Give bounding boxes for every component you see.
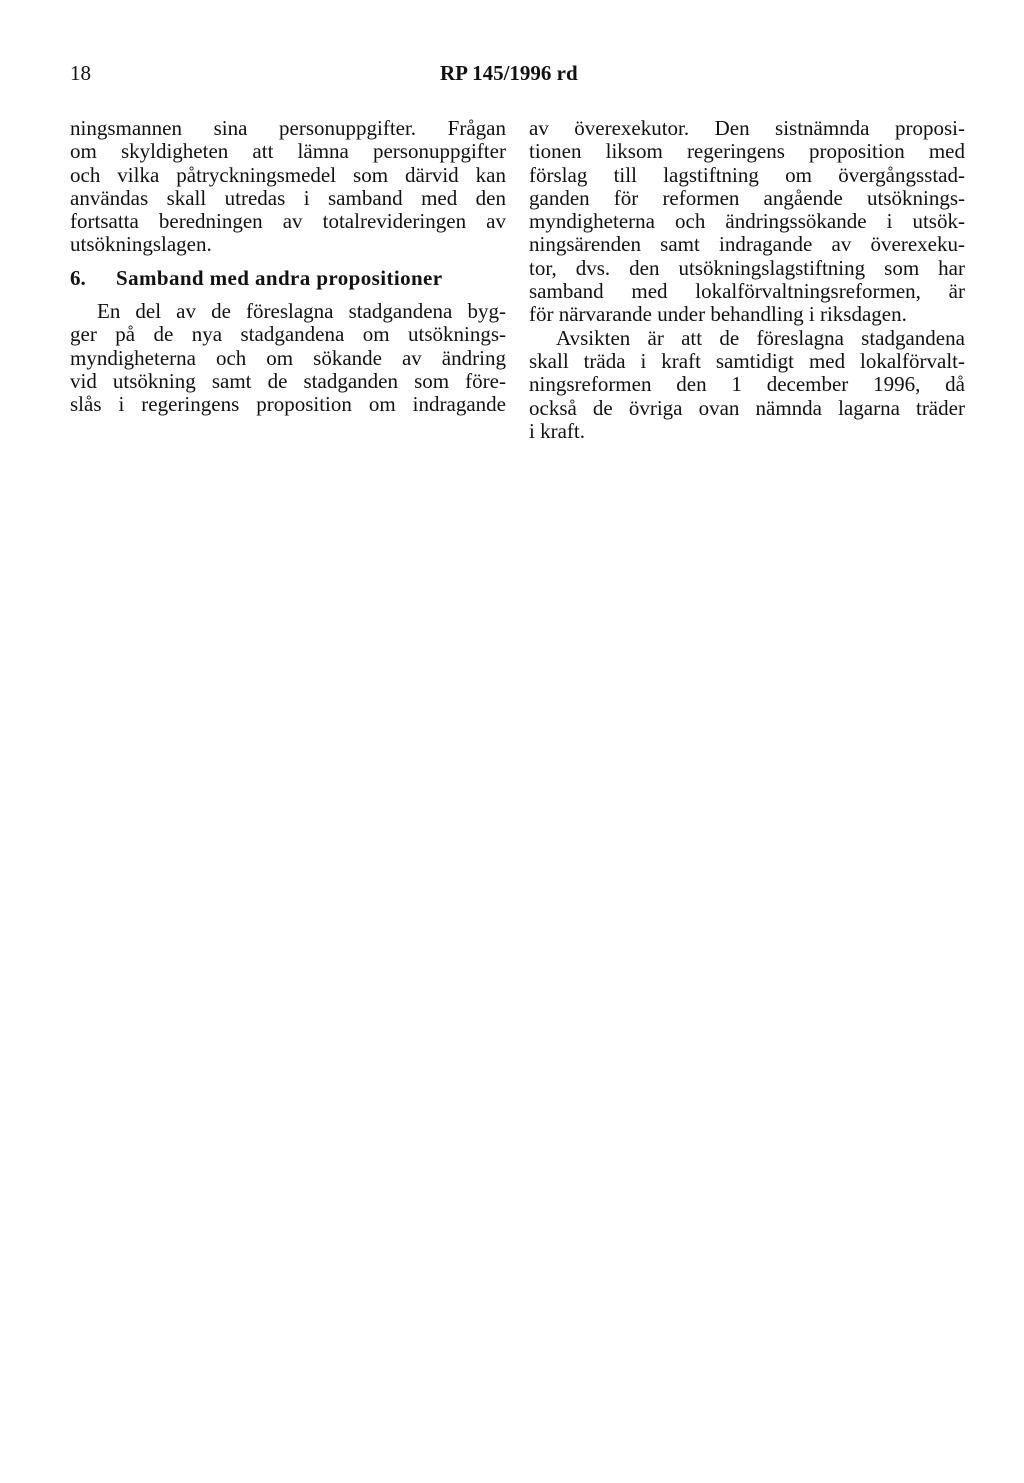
- word: ningsärenden: [529, 232, 641, 257]
- word: skall: [529, 348, 569, 373]
- word: personuppgifter.: [279, 116, 417, 140]
- page-number: 18: [70, 61, 91, 85]
- word: om: [266, 345, 294, 370]
- word: av: [831, 232, 852, 257]
- text-line: [529, 327, 965, 350]
- word: överexekutor.: [574, 116, 690, 140]
- word: personuppgifter: [372, 139, 506, 164]
- word: beredningen: [158, 209, 263, 234]
- word: nya: [191, 322, 223, 347]
- word: ger: [70, 322, 97, 347]
- text-line: [70, 164, 506, 187]
- running-title: RP 145/1996 rd: [440, 61, 578, 85]
- word: utsöknings-: [866, 185, 965, 210]
- text-line: [70, 393, 506, 416]
- text-line: [70, 323, 506, 346]
- text-line: [70, 140, 506, 163]
- text-line: [529, 280, 965, 303]
- word: om: [785, 162, 812, 187]
- word: de: [153, 322, 174, 347]
- word: totalrevideringen: [322, 209, 467, 234]
- word: om: [362, 322, 390, 347]
- word: slås: [70, 392, 102, 417]
- word: liksom: [605, 139, 663, 164]
- word: regeringens: [141, 392, 240, 417]
- word: också: [529, 395, 577, 420]
- word: lagarna: [838, 395, 900, 420]
- word: stadgandena: [861, 325, 965, 350]
- word: för: [613, 185, 639, 210]
- word: ändringssökande: [725, 209, 867, 234]
- word: i: [886, 209, 893, 234]
- text-line: [529, 210, 965, 233]
- word: 1996,: [873, 372, 921, 397]
- word: är: [948, 279, 965, 304]
- word: ningsreformen: [529, 372, 652, 397]
- right-column: [529, 117, 965, 443]
- word: vid: [70, 368, 97, 393]
- paragraph-continuation: [70, 117, 506, 257]
- word: de: [719, 325, 740, 350]
- word: de: [592, 395, 613, 420]
- word: med: [631, 279, 668, 304]
- text-line: [70, 210, 506, 233]
- word: föreslagna: [756, 325, 844, 350]
- word: och: [70, 162, 101, 187]
- word: stadgandena: [240, 322, 345, 347]
- text-line: [70, 187, 506, 210]
- word: ovan: [698, 395, 740, 420]
- word: som: [414, 368, 450, 393]
- word: ändring: [441, 345, 506, 370]
- word: den: [475, 185, 506, 210]
- text-line: för närvarande under behandling i riksdagen.: [529, 302, 907, 327]
- word: i: [118, 392, 125, 417]
- text-line: [70, 370, 506, 393]
- word: träda: [583, 348, 626, 373]
- word: Frågan: [447, 116, 506, 140]
- word: utsökning: [112, 368, 196, 393]
- text-line: [529, 164, 965, 187]
- word: utsöknings-: [407, 322, 506, 347]
- word: utsökningslagstiftning: [678, 255, 866, 280]
- word: i: [303, 185, 310, 210]
- word: proposition: [809, 139, 905, 164]
- text-line: [70, 347, 506, 370]
- word: samt: [211, 368, 252, 393]
- word: tor,: [529, 255, 557, 280]
- word: dvs.: [575, 255, 611, 280]
- word: nämnda: [755, 395, 822, 420]
- word: föreslagna: [246, 299, 334, 324]
- word: indragande: [719, 232, 813, 257]
- word: byg-: [467, 299, 506, 324]
- word: att: [681, 325, 703, 350]
- word: om: [368, 392, 396, 417]
- text-line: [529, 187, 965, 210]
- word: träder: [915, 395, 965, 420]
- word: användas: [70, 185, 149, 210]
- word: med: [928, 139, 965, 164]
- text-line: [529, 350, 965, 373]
- word: kan: [475, 162, 506, 187]
- word: lagstiftning: [663, 162, 759, 187]
- word: som: [353, 162, 389, 187]
- word: den: [676, 372, 707, 397]
- word: av: [176, 299, 196, 324]
- paragraph-overexekutor: [529, 117, 965, 327]
- word: de: [211, 299, 231, 324]
- word: då: [945, 372, 965, 397]
- word: av: [529, 116, 549, 140]
- word: med: [421, 185, 458, 210]
- word: Den: [714, 116, 750, 140]
- left-column: [70, 117, 506, 417]
- word: Avsikten: [556, 325, 631, 350]
- word: stadganden: [303, 368, 398, 393]
- word: myndigheterna: [70, 345, 196, 370]
- text-line: [70, 300, 506, 323]
- word: övergångsstad-: [838, 162, 965, 187]
- word: samband: [529, 279, 604, 304]
- word: lämna: [297, 139, 349, 164]
- word: fortsatta: [70, 209, 139, 234]
- word: sistnämnda: [775, 116, 870, 140]
- word: ganden: [529, 185, 590, 210]
- text-line: utsökningslagen.: [70, 232, 212, 257]
- text-line: i kraft.: [529, 418, 585, 443]
- word: sökande: [313, 345, 382, 370]
- word: kraft: [661, 348, 701, 373]
- word: skyldigheten: [120, 139, 229, 164]
- word: del: [135, 299, 162, 324]
- text-line: [529, 233, 965, 256]
- word: påtryckningsmedel: [176, 162, 337, 187]
- text-line: [529, 140, 965, 163]
- text-line: [529, 257, 965, 280]
- paragraph-entry-into-force: [529, 327, 965, 443]
- section-number: 6.: [70, 265, 86, 290]
- word: av: [401, 345, 422, 370]
- word: förslag: [529, 162, 588, 187]
- word: i: [640, 348, 647, 373]
- word: om: [70, 139, 97, 164]
- word: skall: [166, 185, 207, 210]
- word: överexeku-: [870, 232, 965, 257]
- word: 1: [731, 372, 742, 397]
- word: samband: [328, 185, 403, 210]
- word: stadgandena: [348, 299, 453, 324]
- word: utredas: [224, 185, 286, 210]
- text-line: [529, 117, 965, 140]
- word: de: [267, 368, 288, 393]
- word: reformen: [662, 185, 740, 210]
- word: ningsmannen: [70, 116, 182, 140]
- word: på: [115, 322, 136, 347]
- word: har: [938, 255, 965, 280]
- word: den: [629, 255, 660, 280]
- word: till: [613, 162, 637, 187]
- word: att: [252, 139, 274, 164]
- text-line: [70, 117, 506, 140]
- section-title: Samband med andra propositioner: [116, 265, 443, 290]
- word: utsök-: [912, 209, 965, 234]
- word: regeringens: [686, 139, 785, 164]
- paragraph-related-propositions: [70, 300, 506, 416]
- word: samtidigt: [715, 348, 795, 373]
- word: av: [486, 209, 506, 234]
- word: med: [808, 348, 846, 373]
- word: december: [766, 372, 849, 397]
- word: av: [282, 209, 303, 234]
- word: proposi-: [894, 116, 965, 140]
- word: tionen: [529, 139, 582, 164]
- word: indragande: [412, 392, 506, 417]
- word: sina: [213, 116, 248, 140]
- section-heading: [70, 267, 506, 290]
- text-line: [529, 397, 965, 420]
- word: och: [215, 345, 247, 370]
- word: som: [884, 255, 920, 280]
- word: därvid: [405, 162, 459, 187]
- word: och: [675, 209, 706, 234]
- word: övriga: [628, 395, 683, 420]
- word: angående: [763, 185, 843, 210]
- word: före-: [465, 368, 506, 393]
- word: myndigheterna: [529, 209, 655, 234]
- word: vilka: [117, 162, 160, 187]
- word: lokalförvaltningsreformen,: [695, 279, 921, 304]
- word: proposition: [256, 392, 352, 417]
- word: En: [97, 299, 121, 324]
- text-line: [529, 373, 965, 396]
- word: samt: [660, 232, 700, 257]
- word: lokalförvalt-: [860, 348, 965, 373]
- word: är: [647, 325, 664, 350]
